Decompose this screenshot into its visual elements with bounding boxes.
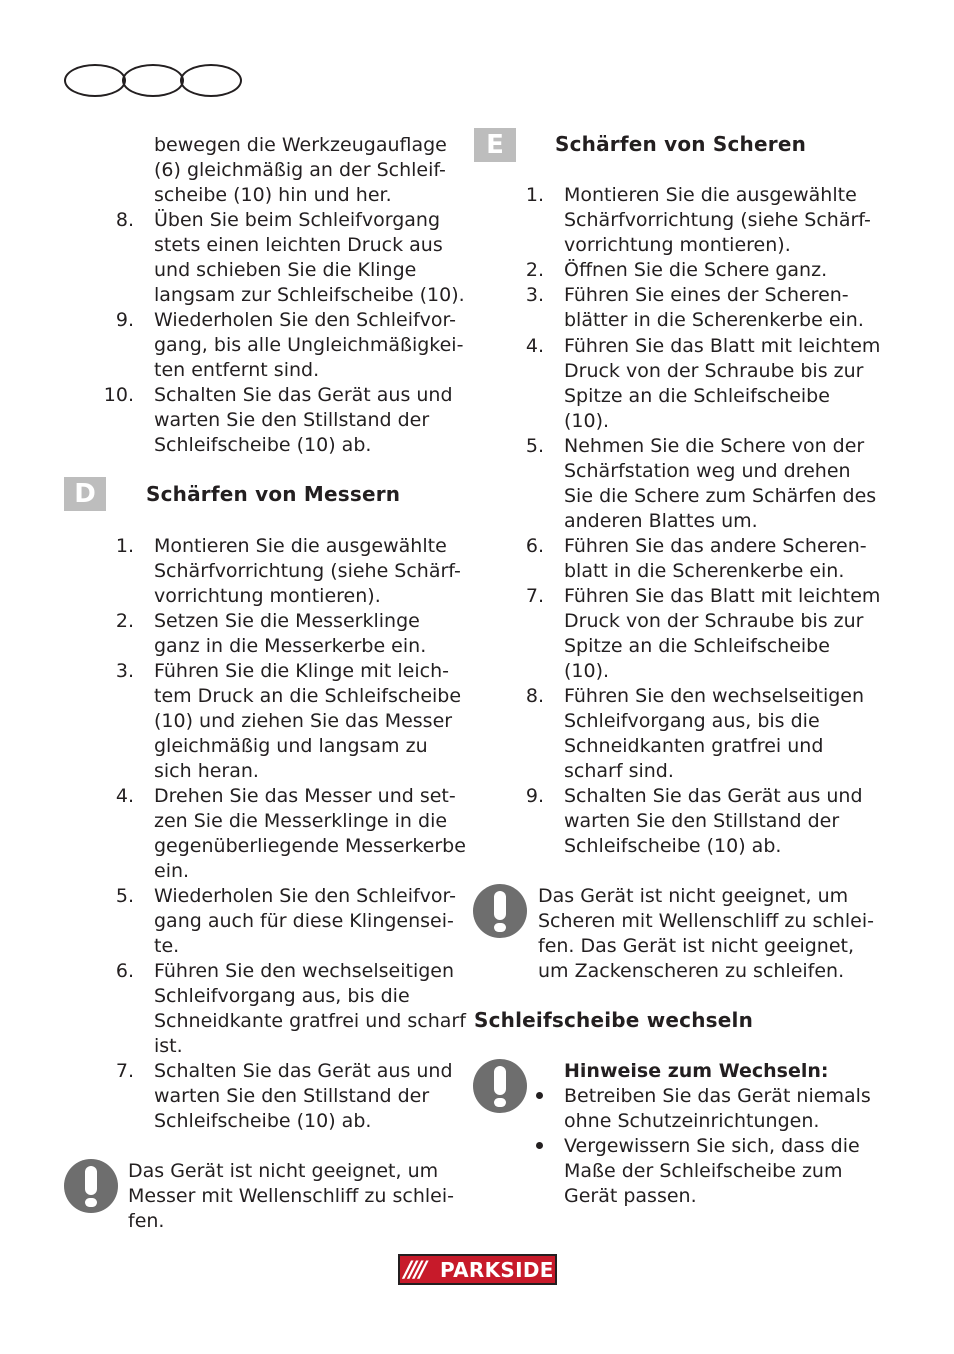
language-selector xyxy=(64,64,238,97)
step-line: Führen Sie den wechselseitigen xyxy=(564,685,865,707)
step-line: (10). xyxy=(564,410,610,432)
step-line: gegenüberliegende Messerkerbe xyxy=(154,835,466,857)
step-line: langsam zur Schleifscheibe (10). xyxy=(154,284,465,306)
step-line: gang, bis alle Ungleichmäßigkei- xyxy=(154,334,464,356)
step-line: Schleifscheibe (10) ab. xyxy=(564,835,782,857)
step-number: 1. xyxy=(525,184,544,206)
step-line: ganz in die Messerkerbe ein. xyxy=(154,635,427,657)
step-number: 4. xyxy=(525,335,544,357)
step-number: 3. xyxy=(525,284,544,306)
step-line: warten Sie den Stillstand der xyxy=(564,810,840,832)
bullet-line: Betreiben Sie das Gerät niemals xyxy=(564,1085,871,1107)
step-number: 5. xyxy=(525,435,544,457)
language-oval-icon xyxy=(122,64,184,97)
step-number: 7. xyxy=(115,1060,134,1082)
language-oval-icon xyxy=(180,64,242,97)
step-line: ist. xyxy=(154,1035,183,1057)
step-line: warten Sie den Stillstand der xyxy=(154,409,430,431)
step-line: Schalten Sie das Gerät aus und xyxy=(154,384,453,406)
step-line: anderen Blattes um. xyxy=(564,510,758,532)
step-line: Drehen Sie das Messer und set- xyxy=(154,785,456,807)
step-line: gang auch für diese Klingensei- xyxy=(154,910,454,932)
step-line: Montieren Sie die ausgewählte xyxy=(154,535,447,557)
step-line: Schleifvorgang aus, bis die xyxy=(154,985,410,1007)
section-tab-e: E xyxy=(474,128,516,162)
step-line: ein. xyxy=(154,860,190,882)
step-line: Schalten Sie das Gerät aus und xyxy=(564,785,863,807)
step-number: 6. xyxy=(525,535,544,557)
step-line: te. xyxy=(154,935,180,957)
step-line: ten entfernt sind. xyxy=(154,359,320,381)
step-line: (10) und ziehen Sie das Messer xyxy=(154,710,453,732)
step-line: vorrichtung montieren). xyxy=(564,234,791,256)
step-number: 6. xyxy=(115,960,134,982)
step-line: Öffnen Sie die Schere ganz. xyxy=(564,259,828,281)
step-line: warten Sie den Stillstand der xyxy=(154,1085,430,1107)
step-line: Druck von der Schraube bis zur xyxy=(564,610,864,632)
step-number: 2. xyxy=(525,259,544,281)
section-tab-d: D xyxy=(64,477,106,511)
bullet-line: Maße der Schleifscheibe zum xyxy=(564,1160,843,1182)
step-line: Spitze an die Schleifscheibe xyxy=(564,385,830,407)
step-line: Schärfstation weg und drehen xyxy=(564,460,851,482)
step-line: Führen Sie das Blatt mit leichtem xyxy=(564,585,881,607)
step-number: 9. xyxy=(525,785,544,807)
warning-line: Das Gerät ist nicht geeignet, um xyxy=(538,885,849,907)
section-title-change-wheel: Schleifscheibe wechseln xyxy=(474,1008,754,1032)
step-line: stets einen leichten Druck aus xyxy=(154,234,443,256)
step-number: 9. xyxy=(115,309,134,331)
step-line: Nehmen Sie die Schere von der xyxy=(564,435,865,457)
step-line: sich heran. xyxy=(154,760,259,782)
warning-line: Das Gerät ist nicht geeignet, um xyxy=(128,1160,439,1182)
step-line: (10). xyxy=(564,660,610,682)
step-line: Schärfvorrichtung (siehe Schärf- xyxy=(154,560,461,582)
step-line: Spitze an die Schleifscheibe xyxy=(564,635,830,657)
step-line: blätter in die Scherenkerbe ein. xyxy=(564,309,864,331)
bullet-line: Gerät passen. xyxy=(564,1185,697,1207)
step-line: Schleifscheibe (10) ab. xyxy=(154,434,372,456)
step-number: 1. xyxy=(115,535,134,557)
step-line: scharf sind. xyxy=(564,760,674,782)
paragraph-line: scheibe (10) hin und her. xyxy=(154,184,392,206)
step-line: Setzen Sie die Messerklinge xyxy=(154,610,420,632)
warning-line: fen. xyxy=(128,1210,165,1232)
warning-line: Scheren mit Wellenschliff zu schlei- xyxy=(538,910,874,932)
step-number: 3. xyxy=(115,660,134,682)
logo-text: PARKSIDE xyxy=(440,1258,554,1282)
bullet-icon xyxy=(536,1142,543,1149)
step-line: Druck von der Schraube bis zur xyxy=(564,360,864,382)
step-line: zen Sie die Messerklinge in die xyxy=(154,810,448,832)
step-line: Üben Sie beim Schleifvorgang xyxy=(154,209,441,231)
warning-exclamation-icon xyxy=(64,1159,118,1213)
paragraph-line: (6) gleichmäßig an der Schleif- xyxy=(154,159,446,181)
step-line: tem Druck an die Schleifscheibe xyxy=(154,685,462,707)
step-number: 8. xyxy=(525,685,544,707)
step-number: 8. xyxy=(115,209,134,231)
step-number: 7. xyxy=(525,585,544,607)
step-line: Führen Sie das andere Scheren- xyxy=(564,535,867,557)
bullet-line: Vergewissern Sie sich, dass die xyxy=(564,1135,860,1157)
logo-slashes: //// xyxy=(404,1258,425,1283)
step-line: Führen Sie den wechselseitigen xyxy=(154,960,455,982)
step-line: vorrichtung montieren). xyxy=(154,585,381,607)
warning-line: Messer mit Wellenschliff zu schlei- xyxy=(128,1185,454,1207)
step-line: Wiederholen Sie den Schleifvor- xyxy=(154,309,456,331)
step-line: Wiederholen Sie den Schleifvor- xyxy=(154,885,456,907)
step-line: Schleifvorgang aus, bis die xyxy=(564,710,820,732)
step-line: Führen Sie das Blatt mit leichtem xyxy=(564,335,881,357)
bullet-icon xyxy=(536,1092,543,1099)
step-line: Führen Sie eines der Scheren- xyxy=(564,284,849,306)
warning-exclamation-icon xyxy=(473,884,527,938)
section-title-knives: Schärfen von Messern xyxy=(146,482,401,506)
bullet-line: ohne Schutzeinrichtungen. xyxy=(564,1110,820,1132)
step-line: Schneidkanten gratfrei und xyxy=(564,735,824,757)
step-number: 5. xyxy=(115,885,134,907)
step-line: Sie die Schere zum Schärfen des xyxy=(564,485,877,507)
step-number: 10. xyxy=(103,384,134,406)
step-line: Schleifscheibe (10) ab. xyxy=(154,1110,372,1132)
notes-title: Hinweise zum Wechseln: xyxy=(564,1060,829,1082)
warning-line: um Zackenscheren zu schleifen. xyxy=(538,960,845,982)
step-line: und schieben Sie die Klinge xyxy=(154,259,417,281)
section-title-scissors: Schärfen von Scheren xyxy=(555,132,807,156)
parkside-logo xyxy=(398,1254,557,1285)
step-number: 2. xyxy=(115,610,134,632)
step-line: Schärfvorrichtung (siehe Schärf- xyxy=(564,209,871,231)
warning-exclamation-icon xyxy=(473,1059,527,1113)
step-line: gleichmäßig und langsam zu xyxy=(154,735,428,757)
step-line: Schneidkante gratfrei und scharf xyxy=(154,1010,466,1032)
paragraph-line: bewegen die Werkzeugauflage xyxy=(154,134,447,156)
language-oval-icon xyxy=(64,64,126,97)
step-number: 4. xyxy=(115,785,134,807)
step-line: blatt in die Scherenkerbe ein. xyxy=(564,560,845,582)
step-line: Führen Sie die Klinge mit leich- xyxy=(154,660,449,682)
step-line: Schalten Sie das Gerät aus und xyxy=(154,1060,453,1082)
warning-line: fen. Das Gerät ist nicht geeignet, xyxy=(538,935,855,957)
step-line: Montieren Sie die ausgewählte xyxy=(564,184,857,206)
